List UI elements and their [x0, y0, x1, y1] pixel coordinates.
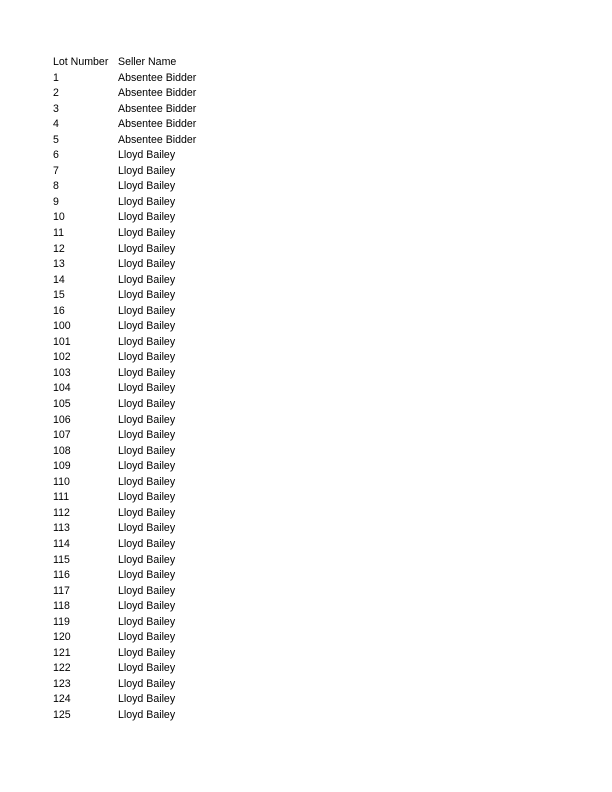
lot-number-cell: 1 [53, 71, 59, 84]
table-row [53, 537, 278, 553]
seller-name-cell: Lloyd Bailey [118, 460, 176, 473]
table-row [53, 304, 278, 320]
seller-name-cell: Lloyd Bailey [118, 149, 176, 162]
lot-number-cell: 116 [53, 569, 70, 582]
seller-name-cell: Lloyd Bailey [118, 677, 176, 690]
table-row [53, 288, 278, 304]
lot-number-cell: 107 [53, 429, 71, 442]
seller-name-cell: Lloyd Bailey [118, 646, 176, 659]
lot-number-cell: 3 [53, 102, 59, 115]
table-row [53, 381, 278, 397]
lot-table [53, 55, 278, 724]
seller-name-cell: Lloyd Bailey [118, 382, 176, 395]
table-row [53, 226, 278, 242]
table-row [53, 490, 278, 506]
lot-number-cell: 117 [53, 584, 70, 597]
lot-number-cell: 118 [53, 600, 70, 613]
lot-number-cell: 9 [53, 195, 59, 208]
seller-name-cell: Lloyd Bailey [118, 693, 176, 706]
lot-number-cell: 101 [53, 335, 71, 348]
lot-number-cell: 14 [53, 273, 65, 286]
seller-name-cell: Lloyd Bailey [118, 289, 176, 302]
seller-name-cell: Lloyd Bailey [118, 491, 176, 504]
lot-number-cell: 119 [53, 615, 70, 628]
seller-name-cell: Lloyd Bailey [118, 553, 176, 566]
table-row [53, 459, 278, 475]
lot-number-cell: 100 [53, 320, 71, 333]
lot-number-cell: 115 [53, 553, 70, 566]
seller-name-cell: Absentee Bidder [118, 71, 197, 84]
lot-number-cell: 120 [53, 631, 71, 644]
lot-number-cell: 16 [53, 304, 65, 317]
seller-name-cell: Absentee Bidder [118, 118, 197, 131]
table-row [53, 148, 278, 164]
lot-number-cell: 10 [53, 211, 65, 224]
lot-number-cell: 104 [53, 382, 71, 395]
seller-name-cell: Lloyd Bailey [118, 537, 176, 550]
lot-number-cell: 109 [53, 460, 71, 473]
lot-number-cell: 122 [53, 662, 71, 675]
table-row [53, 195, 278, 211]
lot-number-cell: 103 [53, 366, 71, 379]
lot-number-cell: 125 [53, 708, 71, 721]
table-row [53, 210, 278, 226]
table-row [53, 708, 278, 724]
seller-name-cell: Lloyd Bailey [118, 242, 176, 255]
lot-number-cell: 108 [53, 444, 71, 457]
lot-number-cell: 15 [53, 289, 65, 302]
seller-name-cell: Lloyd Bailey [118, 569, 176, 582]
table-row [53, 661, 278, 677]
lot-number-cell: 13 [53, 258, 65, 271]
table-row [53, 506, 278, 522]
table-row [53, 599, 278, 615]
seller-name-cell: Lloyd Bailey [118, 429, 176, 442]
lot-number-cell: 102 [53, 351, 71, 364]
table-row [53, 319, 278, 335]
lot-number-cell: 7 [53, 164, 59, 177]
lot-number-header: Lot Number [53, 56, 109, 68]
lot-number-cell: 124 [53, 693, 71, 706]
table-row [53, 444, 278, 460]
seller-name-cell: Lloyd Bailey [118, 600, 176, 613]
seller-name-cell: Lloyd Bailey [118, 320, 176, 333]
seller-name-cell: Lloyd Bailey [118, 522, 176, 535]
table-row [53, 164, 278, 180]
seller-name-cell: Lloyd Bailey [118, 273, 176, 286]
lot-number-cell: 5 [53, 133, 59, 146]
table-body [53, 71, 278, 724]
table-row [53, 273, 278, 289]
table-row [53, 413, 278, 429]
table-row [53, 257, 278, 273]
table-row [53, 630, 278, 646]
lot-number-cell: 121 [53, 646, 71, 659]
seller-name-cell: Lloyd Bailey [118, 475, 176, 488]
table-row [53, 521, 278, 537]
table-row [53, 179, 278, 195]
seller-name-cell: Absentee Bidder [118, 87, 197, 100]
table-row [53, 428, 278, 444]
table-row [53, 350, 278, 366]
table-row [53, 615, 278, 631]
lot-number-cell: 114 [53, 537, 70, 550]
seller-name-cell: Lloyd Bailey [118, 366, 176, 379]
seller-name-cell: Lloyd Bailey [118, 584, 176, 597]
seller-name-cell: Lloyd Bailey [118, 195, 176, 208]
lot-number-cell: 110 [53, 475, 70, 488]
table-row [53, 133, 278, 149]
table-row [53, 646, 278, 662]
table-row [53, 677, 278, 693]
seller-name-cell: Lloyd Bailey [118, 662, 176, 675]
lot-number-cell: 6 [53, 149, 59, 162]
seller-name-cell: Lloyd Bailey [118, 615, 176, 628]
seller-name-cell: Lloyd Bailey [118, 506, 176, 519]
seller-name-cell: Lloyd Bailey [118, 258, 176, 271]
table-row [53, 71, 278, 87]
seller-name-cell: Lloyd Bailey [118, 351, 176, 364]
seller-name-cell: Lloyd Bailey [118, 631, 176, 644]
seller-name-cell: Lloyd Bailey [118, 335, 176, 348]
table-row [53, 102, 278, 118]
lot-number-cell: 105 [53, 398, 71, 411]
seller-name-cell: Absentee Bidder [118, 133, 197, 146]
lot-number-cell: 113 [53, 522, 70, 535]
table-row [53, 568, 278, 584]
seller-name-cell: Lloyd Bailey [118, 304, 176, 317]
seller-name-header: Seller Name [118, 56, 177, 68]
seller-name-cell: Lloyd Bailey [118, 708, 176, 721]
lot-number-cell: 2 [53, 87, 59, 100]
lot-number-cell: 4 [53, 118, 59, 131]
table-header-row [53, 55, 278, 71]
lot-number-cell: 12 [53, 242, 65, 255]
lot-number-cell: 112 [53, 506, 70, 519]
table-row [53, 86, 278, 102]
table-row [53, 475, 278, 491]
table-row [53, 553, 278, 569]
lot-number-cell: 8 [53, 180, 59, 193]
seller-name-cell: Lloyd Bailey [118, 211, 176, 224]
lot-number-cell: 123 [53, 677, 71, 690]
seller-name-cell: Absentee Bidder [118, 102, 197, 115]
seller-name-cell: Lloyd Bailey [118, 164, 176, 177]
seller-name-cell: Lloyd Bailey [118, 180, 176, 193]
lot-number-cell: 11 [53, 227, 64, 240]
table-row [53, 366, 278, 382]
table-row [53, 117, 278, 133]
table-row [53, 692, 278, 708]
table-row [53, 584, 278, 600]
seller-name-cell: Lloyd Bailey [118, 398, 176, 411]
seller-name-cell: Lloyd Bailey [118, 227, 176, 240]
table-row [53, 242, 278, 258]
lot-number-cell: 111 [53, 491, 70, 504]
table-row [53, 397, 278, 413]
seller-name-cell: Lloyd Bailey [118, 444, 176, 457]
seller-name-cell: Lloyd Bailey [118, 413, 176, 426]
lot-number-cell: 106 [53, 413, 71, 426]
table-row [53, 335, 278, 351]
